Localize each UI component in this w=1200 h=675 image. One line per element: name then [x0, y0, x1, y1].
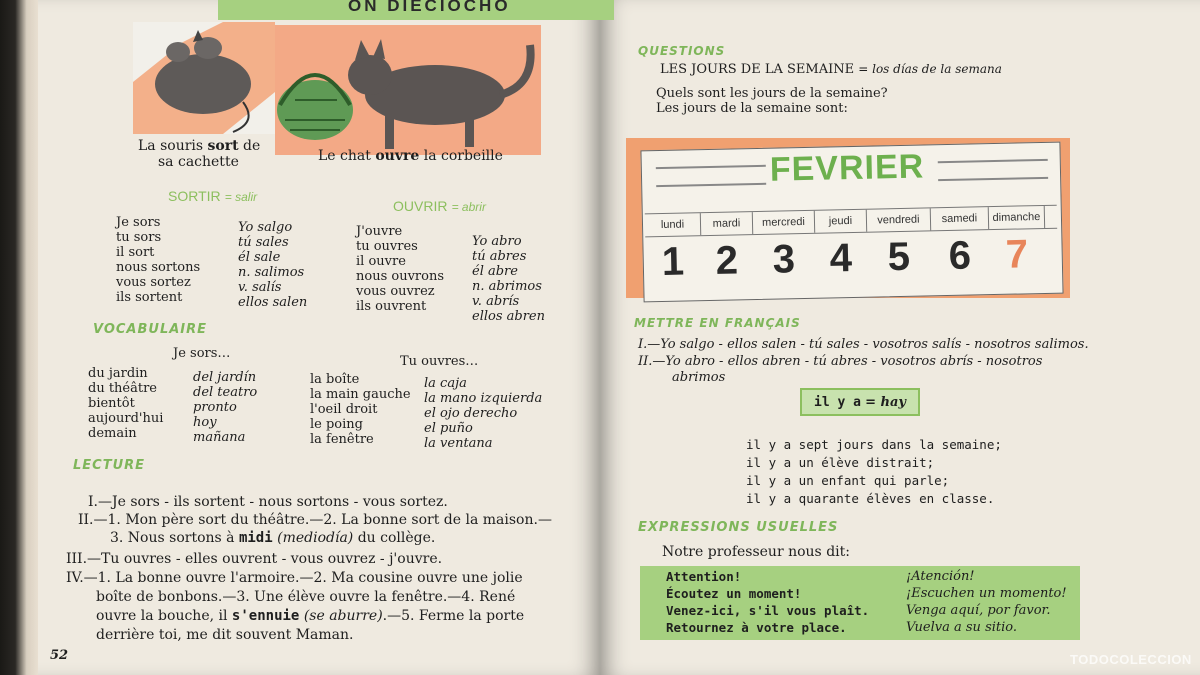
lecture-line-6: boîte de bonbons.—3. Une élève ouvre la fenêtre.—4. René: [96, 589, 516, 605]
expression-es: Venga aquí, por favor.: [906, 603, 1051, 618]
vocab-es-item: la caja: [424, 376, 467, 391]
jours-title-line: [660, 62, 1002, 77]
vocab-fr-item: l'oeil droit: [310, 402, 378, 417]
vocab-fr-item: bientôt: [88, 396, 135, 411]
caption-souris-line2: sa cachette: [158, 154, 239, 170]
sortir-es-item: ellos salen: [238, 295, 308, 310]
sortir-es-item: él sale: [238, 250, 281, 265]
mettre-title: METTRE EN FRANÇAIS: [634, 316, 801, 330]
vocabulaire-title: VOCABULAIRE: [93, 322, 208, 337]
ouvrir-fr-item: il ouvre: [356, 254, 406, 269]
lecture-line-3-a: 3. Nous sortons à: [110, 530, 235, 546]
sortir-es-item: v. salís: [238, 280, 282, 295]
calendar-grid: [645, 205, 1059, 299]
vocab-fr-item: du théâtre: [88, 381, 157, 396]
question-text: Quels sont les jours de la semaine?: [656, 86, 888, 101]
mouse-illustration: [133, 22, 275, 134]
caption-chat-prefix: Le chat: [318, 148, 371, 164]
vocab-tu-ouvres: Tu ouvres…: [400, 354, 479, 369]
ilya-line: il y a quarante élèves en classe.: [746, 491, 995, 506]
jours-title: LES JOURS DE LA SEMAINE: [660, 62, 855, 77]
lecture-line-3-midi: midi: [238, 530, 273, 546]
expressions-band: [640, 566, 1080, 640]
caption-chat-suffix: la corbeille: [423, 148, 503, 164]
ilya-line: il y a un élève distrait;: [746, 455, 935, 470]
lecture-line-8: derrière toi, me dit souvent Maman.: [96, 627, 354, 643]
vocab-right-fr-list: [310, 372, 411, 447]
lecture-line-1: I.—Je sors - ils sortent - nous sortons - vous sortez.: [88, 494, 448, 510]
vocab-fr-item: la boîte: [310, 372, 360, 387]
expressions-title: EXPRESSIONS USUELLES: [638, 520, 839, 535]
ouvrir-fr-item: vous ouvrez: [356, 284, 435, 299]
sortir-es-list: [238, 220, 307, 310]
calendar-day-mardi: mardi: [701, 212, 753, 235]
lecture-line-4: III.—Tu ouvres - elles ouvrent - vous ouvrez - j'ouvre.: [66, 551, 443, 567]
ouvrir-es-item: tú abres: [472, 249, 527, 264]
expression-fr: Écoutez un moment!: [666, 586, 802, 601]
ilya-box-fr: il y a: [814, 395, 861, 410]
sortir-fr-list: [116, 215, 200, 305]
calendar-day-dimanche: dimanche: [989, 206, 1045, 229]
lecture-line-7-a: ouvre la bouche, il: [96, 608, 228, 624]
expression-es: ¡Escuchen un momento!: [906, 586, 1067, 601]
ouvrir-es-item: él abre: [472, 264, 518, 279]
expression-fr: Attention!: [666, 569, 742, 584]
vocab-fr-item: le poing: [310, 417, 363, 432]
sortir-heading: [168, 188, 257, 205]
vocab-left-fr-list: [88, 366, 163, 441]
right-page: [600, 0, 1200, 675]
ilya-line: il y a un enfant qui parle;: [746, 473, 950, 488]
vocab-es-item: hoy: [193, 415, 217, 430]
left-page: [38, 0, 600, 675]
caption-souris-prefix: La souris: [138, 138, 204, 154]
ouvrir-es-item: n. abrimos: [472, 279, 542, 294]
caption-souris-verb: sort: [207, 138, 239, 154]
ouvrir-es-item: v. abrís: [472, 294, 520, 309]
expressions-intro: Notre professeur nous dit:: [662, 544, 850, 560]
calendar-number-3: 3: [772, 237, 796, 282]
calendar-month: FEVRIER: [769, 147, 925, 189]
calendar-day-mercredi: mercredi: [753, 211, 815, 234]
caption-chat: [318, 148, 503, 164]
header-banner: [218, 0, 600, 20]
lecture-line-7: [96, 608, 524, 624]
questions-title: QUESTIONS: [638, 44, 726, 58]
vocab-right-es-list: [424, 376, 542, 451]
vocab-left-es-list: [193, 370, 257, 445]
lecture-line-3-d: du collège.: [357, 530, 436, 546]
ouvrir-fr-item: nous ouvrons: [356, 269, 445, 284]
ouvrir-es-list: [472, 234, 545, 324]
page-number: 52: [50, 648, 69, 663]
calendar-month-lines: [656, 165, 766, 187]
sortir-fr-item: vous sortez: [116, 275, 191, 290]
ouvrir-fr-list: [356, 224, 444, 314]
vocab-fr-item: aujourd'hui: [88, 411, 164, 426]
sortir-es-item: Yo salgo: [238, 220, 293, 235]
ouvrir-fr-item: tu ouvres: [356, 239, 418, 254]
ouvrir-es-item: ellos abren: [472, 309, 545, 324]
ouvrir-fr-item: J'ouvre: [356, 224, 403, 239]
calendar-number-7: 7: [1005, 232, 1029, 277]
lecture-line-7-seaburre: (se aburre): [303, 608, 383, 624]
cat-illustration: [275, 25, 541, 155]
watermark: TODOCOLECCION: [1070, 652, 1192, 667]
sortir-title: SORTIR: [168, 188, 221, 204]
lecture-line-7-d: .—5. Ferme la porte: [382, 608, 525, 624]
calendar-number-5: 5: [887, 234, 911, 280]
ouvrir-heading: [393, 198, 486, 215]
lecture-line-3: [110, 530, 435, 546]
header-banner-text: ON DIECIOCHO: [348, 0, 511, 15]
mettre-line-2: II.—Yo abro - ellos abren - tú abres - vosotros abrís - nosotros: [638, 354, 1043, 369]
caption-chat-verb: ouvre: [375, 148, 420, 164]
sortir-fr-item: ils sortent: [116, 290, 183, 305]
ilya-box-es: = hay: [865, 395, 906, 410]
ilya-lines: [746, 436, 1002, 508]
ouvrir-fr-item: ils ouvrent: [356, 299, 427, 314]
calendar-number-1: 1: [661, 239, 685, 284]
sortir-es-item: n. salimos: [238, 265, 305, 280]
calendar-month-lines-right: [938, 159, 1048, 181]
lecture-title: LECTURE: [73, 458, 146, 473]
caption-souris-suffix: de: [243, 138, 261, 154]
expression-fr: Venez-ici, s'il vous plaît.: [666, 603, 870, 618]
answer-text: Les jours de la semaine sont:: [656, 101, 848, 116]
vocab-es-item: el ojo derecho: [424, 406, 518, 421]
vocab-es-item: mañana: [193, 430, 246, 445]
ouvrir-translation: = abrir: [451, 200, 486, 214]
expression-es: ¡Atención!: [906, 569, 975, 584]
vocab-es-item: el puño: [424, 421, 473, 436]
sortir-fr-item: nous sortons: [116, 260, 201, 275]
ouvrir-es-item: Yo abro: [472, 234, 522, 249]
calendar-day-lundi: lundi: [645, 213, 701, 236]
lecture-line-5: IV.—1. La bonne ouvre l'armoire.—2. Ma cousine ouvre une jolie: [66, 570, 523, 586]
top-green-band: [600, 0, 614, 20]
vocab-fr-item: la fenêtre: [310, 432, 374, 447]
vocab-fr-item: la main gauche: [310, 387, 411, 402]
jours-translation: = los días de la semana: [858, 62, 1002, 76]
sortir-fr-item: il sort: [116, 245, 155, 260]
vocab-es-item: pronto: [193, 400, 237, 415]
mettre-line-1: I.—Yo salgo - ellos salen - tú sales - vosotros salís - nosotros salimos.: [638, 337, 1089, 352]
vocab-es-item: la mano izquierda: [424, 391, 543, 406]
ilya-box-text: [814, 395, 906, 410]
caption-souris: [138, 138, 260, 154]
vocab-fr-item: du jardin: [88, 366, 148, 381]
calendar-number-4: 4: [829, 236, 853, 281]
sortir-es-item: tú sales: [238, 235, 289, 250]
calendar-day-samedi: samedi: [931, 207, 989, 230]
vocab-je-sors: Je sors…: [173, 346, 231, 361]
ilya-box: [800, 388, 920, 416]
expression-fr: Retournez à votre place.: [666, 620, 847, 635]
book-edge-left: [0, 0, 38, 675]
sortir-translation: = salir: [224, 190, 258, 204]
lecture-line-3-mediodia: (mediodía): [277, 530, 354, 546]
ilya-line: il y a sept jours dans la semaine;: [746, 437, 1002, 452]
vocab-fr-item: demain: [88, 426, 137, 441]
sortir-fr-item: Je sors: [116, 215, 161, 230]
ouvrir-title: OUVRIR: [393, 198, 448, 214]
calendar-number-6: 6: [948, 233, 972, 278]
vocab-es-item: la ventana: [424, 436, 493, 451]
vocab-es-item: del teatro: [193, 385, 258, 400]
calendar-day-vendredi: vendredi: [867, 208, 931, 231]
lecture-line-7-sennuie: s'ennuie: [231, 608, 300, 624]
mettre-line-3: abrimos: [672, 370, 726, 385]
sortir-fr-item: tu sors: [116, 230, 162, 245]
calendar-sheet: [640, 142, 1063, 303]
lecture-line-2: II.—1. Mon père sort du théâtre.—2. La bonne sort de la maison.—: [78, 512, 552, 528]
calendar-number-2: 2: [715, 238, 739, 283]
calendar: [626, 130, 1070, 316]
calendar-day-jeudi: jeudi: [815, 210, 867, 233]
expression-es: Vuelva a su sitio.: [906, 620, 1018, 635]
vocab-es-item: del jardín: [193, 370, 257, 385]
